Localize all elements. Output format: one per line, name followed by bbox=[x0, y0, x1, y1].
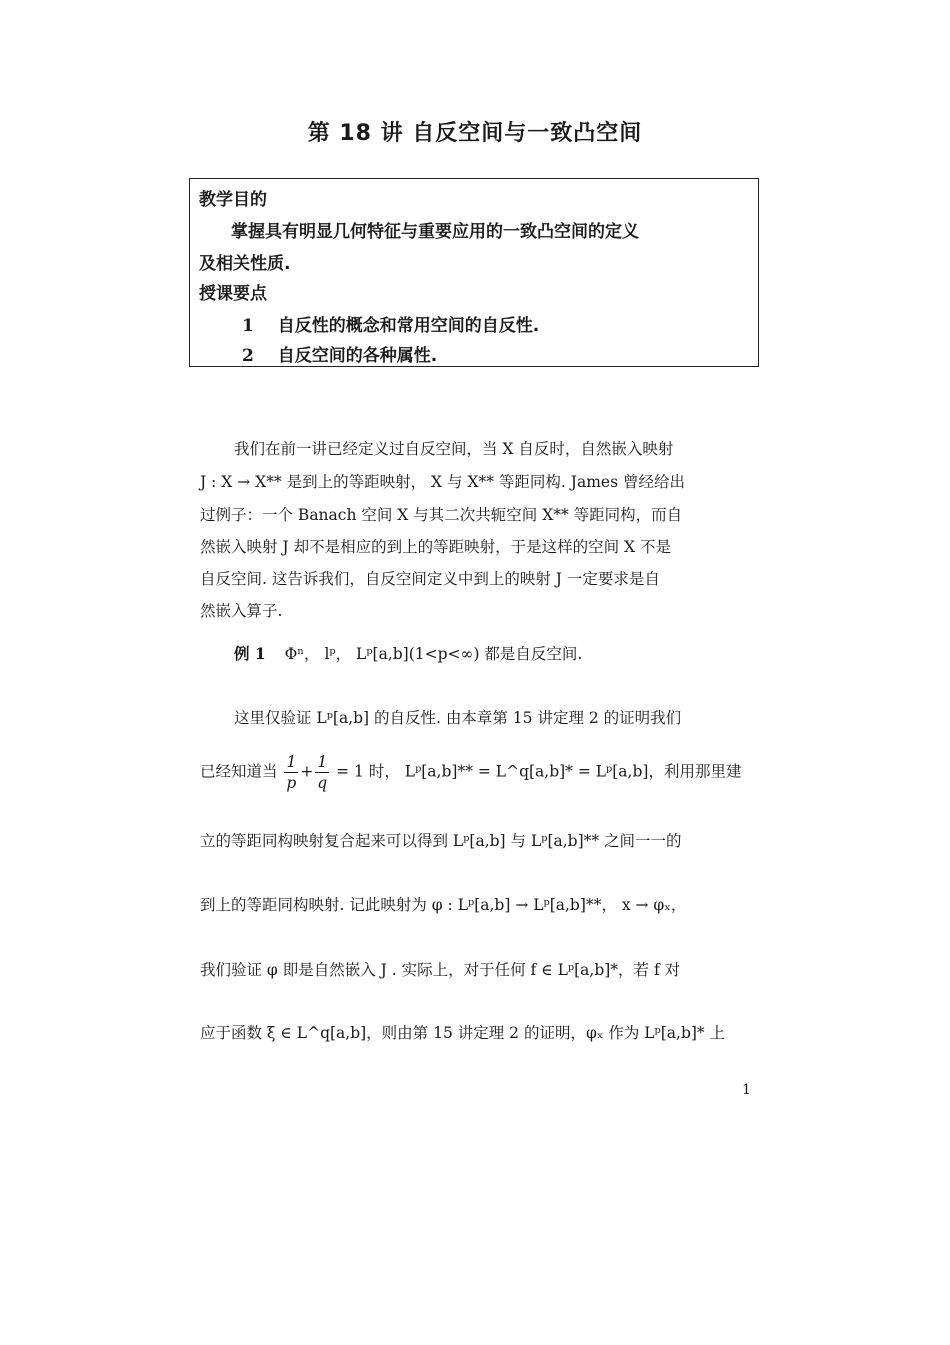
body-line: 应于函数 ξ ∈ L^q[a,b]，则由第 15 讲定理 2 的证明，φₓ 作为 Lᵖ[a,b]* 上 bbox=[200, 1024, 726, 1042]
body-line: 然嵌入映射 J 却不是相应的到上的等距映射，于是这样的空间 X 不是 bbox=[200, 538, 671, 556]
example-1 bbox=[234, 642, 784, 664]
point2 bbox=[242, 341, 437, 366]
point1-text: 自反性的概念和常用空间的自反性. bbox=[277, 316, 540, 336]
goal-heading: 教学目的 bbox=[199, 190, 267, 210]
body-line: 我们在前一讲已经定义过自反空间，当 X 自反时，自然嵌入映射 bbox=[234, 440, 674, 458]
point1-number: 1 bbox=[242, 316, 254, 336]
body-line: 这里仅验证 Lᵖ[a,b] 的自反性. 由本章第 15 讲定理 2 的证明我们 bbox=[234, 709, 682, 727]
fraction-numerator: 1 bbox=[317, 753, 328, 771]
body-text: 已经知道当 bbox=[200, 762, 278, 781]
teaching-objectives-box bbox=[189, 178, 759, 367]
fraction-denominator: p bbox=[286, 774, 297, 792]
goal-text-line2: 及相关性质. bbox=[199, 254, 291, 274]
body-line-fraction: 已经知道当 $\frac{1}{p}$ + $\frac{1}{q}$ = 1 时， Lᵖ[a,b]** = L^q[a,b]* = Lᵖ[a,b]，利用那里建 bbox=[200, 753, 742, 792]
points-heading: 授课要点 bbox=[199, 284, 267, 304]
body-line: 到上的等距同构映射. 记此映射为 φ : Lᵖ[a,b] → Lᵖ[a,b]**， x → φₓ， bbox=[200, 896, 687, 914]
body-line: 立的等距同构映射复合起来可以得到 Lᵖ[a,b] 与 Lᵖ[a,b]** 之间一一的 bbox=[200, 832, 682, 850]
point2-number: 2 bbox=[242, 346, 254, 366]
fraction-1-over-p bbox=[284, 752, 298, 793]
example-text: Φⁿ， lᵖ， Lᵖ[a,b](1<p<∞) 都是自反空间. bbox=[284, 645, 583, 663]
goal-text-line1: 掌握具有明显几何特征与重要应用的一致凸空间的定义 bbox=[231, 222, 639, 242]
point1 bbox=[242, 311, 539, 336]
body-line: J : X → X** 是到上的等距映射， X 与 X** 等距同构. James 曾经给出 bbox=[200, 473, 685, 491]
body-line: 然嵌入算子. bbox=[200, 602, 283, 620]
body-line: 过例子：一个 Banach 空间 X 与其二次共轭空间 X** 等距同构，而自 bbox=[200, 506, 683, 524]
point2-text: 自反空间的各种属性. bbox=[277, 346, 438, 366]
page-number: 1 bbox=[742, 1082, 751, 1098]
fraction-numerator: 1 bbox=[286, 753, 297, 771]
fraction-1-over-q bbox=[315, 752, 329, 793]
body-text: = 1 时， Lᵖ[a,b]** = L^q[a,b]* = Lᵖ[a,b]，利用那里建 bbox=[336, 762, 742, 781]
example-label: 例 1 bbox=[234, 644, 266, 663]
body-line: 我们验证 φ 即是自然嵌入 J . 实际上，对于任何 f ∈ Lᵖ[a,b]*，若 f 对 bbox=[200, 961, 681, 979]
fraction-denominator: q bbox=[317, 774, 328, 792]
page-title: 第 18 讲 自反空间与一致凸空间 bbox=[307, 121, 643, 146]
body-line: 自反空间. 这告诉我们，自反空间定义中到上的映射 J 一定要求是自 bbox=[200, 570, 660, 588]
